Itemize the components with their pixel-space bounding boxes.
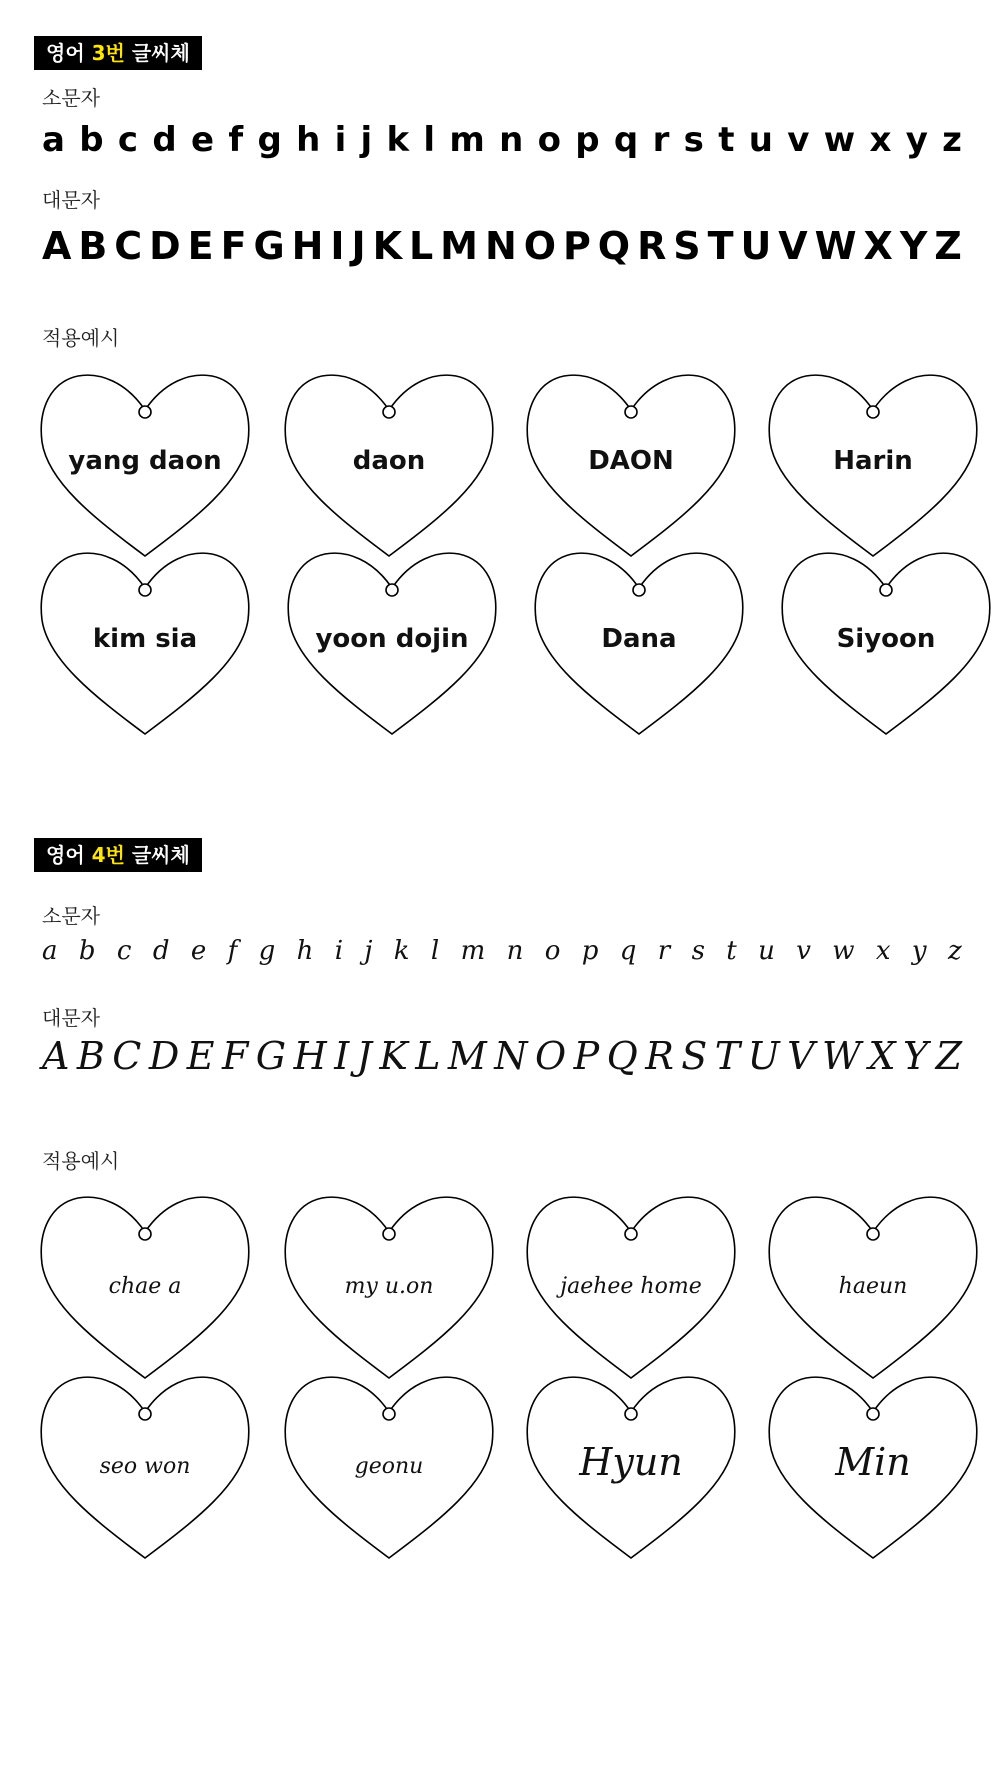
tag-name-text: haeun: [838, 1274, 908, 1299]
tag-name-text: Harin: [833, 446, 913, 476]
tag-name-text: my u.on: [344, 1274, 434, 1299]
section-3-uppercase-letter: D: [149, 224, 181, 268]
section-4-uppercase-letter: S: [681, 1034, 708, 1078]
tag-hole: [383, 406, 395, 418]
section-4-uppercase-letter: W: [821, 1034, 862, 1078]
section-4-uppercase-letter: Q: [606, 1034, 638, 1078]
section-3-badge-number: 3번: [91, 41, 125, 65]
section-4-uppercase-letter: A: [42, 1034, 70, 1078]
section-4-uppercase-letter: X: [868, 1034, 896, 1078]
section-3-uppercase-letter: Q: [597, 224, 631, 268]
section-4-lowercase-letter: h: [296, 936, 314, 966]
section-4-uppercase-letter: Y: [903, 1034, 929, 1078]
heart-tag: [287, 548, 497, 734]
tag-hole: [867, 406, 879, 418]
section-3-uppercase-letter: K: [372, 224, 403, 268]
section-3-lowercase-letter: v: [787, 120, 810, 160]
section-4-lowercase-letter: x: [875, 936, 891, 966]
section-4-lowercase-letter: a: [42, 936, 58, 966]
section-3-uppercase-letter: A: [42, 224, 72, 268]
tag-name-text: daon: [352, 446, 426, 476]
tag-hole: [625, 1408, 637, 1420]
section-3-uppercase-alphabet: [42, 218, 962, 268]
tag-name-text: seo won: [99, 1454, 191, 1479]
section-3-lowercase-letter: p: [575, 120, 600, 160]
section-4-uppercase-letter: B: [76, 1034, 105, 1078]
section-3-uppercase-letter: N: [484, 224, 517, 268]
section-4-uppercase-letter: C: [112, 1034, 142, 1078]
section-3-lowercase-letter: f: [228, 120, 244, 160]
heart-tag: [534, 548, 744, 734]
section-4-uppercase-label: 대문자: [42, 1006, 100, 1030]
section-3-lowercase-letter: k: [386, 120, 410, 160]
heart-tag: [284, 1192, 494, 1378]
section-3-lowercase-letter: d: [152, 120, 177, 160]
section-3-uppercase-label: 대문자: [42, 188, 100, 212]
section-4-lowercase-letter: c: [116, 936, 132, 966]
section-4-lowercase-letter: y: [911, 936, 927, 966]
section-3-uppercase-letter: S: [673, 224, 701, 268]
tag-hole: [625, 406, 637, 418]
section-3-lowercase-letter: y: [905, 120, 928, 160]
section-3-badge: [34, 36, 202, 70]
section-4-lowercase-letter: d: [152, 936, 170, 966]
section-3-uppercase-letter: Z: [934, 224, 962, 268]
section-3-lowercase-letter: g: [257, 120, 282, 160]
tag-name-text: DAON: [588, 446, 674, 476]
section-4-lowercase-letter: i: [334, 936, 344, 966]
section-4-uppercase-letter: U: [747, 1034, 780, 1078]
section-4-lowercase-letter: s: [691, 936, 705, 966]
tag-name-text: kim sia: [92, 624, 198, 654]
section-3-badge-prefix: 영어: [46, 41, 92, 65]
section-4-uppercase-letter: N: [494, 1034, 528, 1078]
heart-tag: [768, 1372, 978, 1558]
section-3-lowercase-letter: t: [718, 120, 735, 160]
heart-tag: [40, 1372, 250, 1558]
section-4-uppercase-letter: K: [379, 1034, 408, 1078]
section-4-example-label: 적용예시: [42, 1149, 120, 1173]
tag-name-text: Hyun: [579, 1440, 683, 1484]
section-4-uppercase-letter: I: [334, 1034, 350, 1078]
section-3-uppercase-letter: I: [330, 224, 345, 268]
section-3-lowercase-letter: o: [537, 120, 561, 160]
section-4-lowercase-letter: j: [364, 936, 373, 966]
section-4-lowercase-letter: v: [796, 936, 811, 966]
section-4-lowercase-letter: b: [78, 936, 96, 966]
section-3-uppercase-letter: H: [291, 224, 324, 268]
tag-hole: [867, 1408, 879, 1420]
tag-hole: [867, 1228, 879, 1240]
section-4-uppercase-letter: Z: [935, 1034, 962, 1078]
section-4-lowercase-letter: f: [227, 936, 238, 966]
section-3-uppercase-letter: G: [253, 224, 285, 268]
section-3-uppercase-letter: O: [523, 224, 557, 268]
section-4-lowercase-letter: r: [657, 936, 671, 966]
section-3-lowercase-letter: z: [942, 120, 962, 160]
section-4-lowercase-letter: q: [619, 936, 637, 966]
tag-hole: [383, 1408, 395, 1420]
section-3-uppercase-letter: U: [740, 224, 772, 268]
section-4-badge-suffix: 글씨체: [124, 843, 190, 867]
tag-hole: [139, 1408, 151, 1420]
section-3-lowercase-letter: l: [423, 120, 436, 160]
tag-hole: [383, 1228, 395, 1240]
heart-tag: [768, 1192, 978, 1378]
tag-hole: [139, 406, 151, 418]
section-4-lowercase-letter: g: [258, 936, 276, 966]
section-3-uppercase-letter: B: [78, 224, 108, 268]
tag-name-text: Siyoon: [836, 624, 936, 654]
heart-tag: [526, 1192, 736, 1378]
tag-hole: [633, 584, 645, 596]
section-3-lowercase-letter: i: [334, 120, 347, 160]
section-3-lowercase-alphabet: [42, 112, 962, 160]
heart-tag: [526, 1372, 736, 1558]
tag-hole: [880, 584, 892, 596]
tag-hole: [139, 1228, 151, 1240]
section-3-lowercase-letter: n: [499, 120, 524, 160]
section-4-uppercase-letter: M: [447, 1034, 487, 1078]
tag-name-text: yoon dojin: [315, 624, 469, 654]
section-4-lowercase-letter: n: [506, 936, 524, 966]
section-4-lowercase-letter: t: [726, 936, 737, 966]
section-4-badge: [34, 838, 202, 872]
heart-tag: [284, 370, 494, 556]
section-3-lowercase-letter: e: [190, 120, 215, 160]
heart-tag: [40, 1192, 250, 1378]
section-3-uppercase-letter: L: [409, 224, 434, 268]
section-4-uppercase-letter: E: [186, 1034, 215, 1078]
heart-tag: [284, 1372, 494, 1558]
section-3-lowercase-letter: c: [117, 120, 139, 160]
section-3-uppercase-letter: F: [220, 224, 247, 268]
heart-tag: [40, 370, 250, 556]
section-3-uppercase-letter: V: [778, 224, 808, 268]
tag-name-text: Dana: [601, 624, 677, 654]
tag-name-text: jaehee home: [560, 1274, 702, 1299]
section-4-uppercase-letter: R: [645, 1034, 674, 1078]
section-4-uppercase-letter: T: [714, 1034, 741, 1078]
section-4-uppercase-alphabet: [42, 1030, 962, 1078]
section-4-badge-number: 4번: [91, 843, 125, 867]
section-4-uppercase-letter: P: [573, 1034, 600, 1078]
tag-hole: [139, 584, 151, 596]
tag-hole: [386, 584, 398, 596]
section-3-lowercase-letter: j: [360, 120, 373, 160]
section-4-uppercase-letter: V: [787, 1034, 815, 1078]
section-3-uppercase-letter: J: [351, 224, 366, 268]
tag-name-text: yang daon: [68, 446, 222, 476]
heart-tag: [40, 548, 250, 734]
section-4-lowercase-letter: o: [544, 936, 561, 966]
section-3-lowercase-letter: x: [869, 120, 892, 160]
section-4-lowercase-letter: w: [832, 936, 855, 966]
section-3-example-label: 적용예시: [42, 326, 120, 350]
section-4-lowercase-letter: e: [190, 936, 207, 966]
section-3-badge-suffix: 글씨체: [124, 41, 190, 65]
section-3-lowercase-letter: u: [748, 120, 773, 160]
section-4-uppercase-letter: H: [293, 1034, 327, 1078]
section-4-lowercase-label: 소문자: [42, 904, 100, 928]
section-4-lowercase-letter: k: [393, 936, 410, 966]
section-4-lowercase-letter: p: [581, 936, 599, 966]
section-3-uppercase-letter: E: [187, 224, 214, 268]
section-3-uppercase-letter: Y: [899, 224, 928, 268]
section-4-lowercase-letter: m: [460, 936, 486, 966]
section-3-lowercase-letter: r: [652, 120, 670, 160]
section-3-uppercase-letter: T: [707, 224, 734, 268]
heart-tag: [781, 548, 991, 734]
section-4-uppercase-letter: O: [534, 1034, 567, 1078]
section-3-lowercase-letter: b: [79, 120, 104, 160]
section-4-badge-prefix: 영어: [46, 843, 92, 867]
tag-name-text: chae a: [108, 1274, 182, 1299]
section-3-uppercase-letter: W: [814, 224, 857, 268]
section-3-uppercase-letter: X: [863, 224, 893, 268]
section-3-uppercase-letter: R: [637, 224, 667, 268]
section-3-lowercase-letter: m: [449, 120, 485, 160]
section-3-lowercase-letter: q: [613, 120, 639, 160]
section-3-lowercase-letter: s: [683, 120, 704, 160]
tag-name-text: Min: [835, 1440, 911, 1484]
tag-hole: [625, 1228, 637, 1240]
section-4-lowercase-alphabet: [42, 926, 962, 966]
tag-name-text: geonu: [354, 1454, 424, 1479]
section-4-lowercase-letter: u: [758, 936, 775, 966]
section-3-lowercase-label: 소문자: [42, 86, 100, 110]
section-3-lowercase-letter: h: [296, 120, 321, 160]
section-3-uppercase-letter: C: [114, 224, 143, 268]
section-3-lowercase-letter: a: [42, 120, 65, 160]
section-3-uppercase-letter: P: [562, 224, 591, 268]
section-4-lowercase-letter: z: [947, 936, 962, 966]
section-4-lowercase-letter: l: [430, 936, 440, 966]
section-4-uppercase-letter: F: [221, 1034, 249, 1078]
section-4-uppercase-letter: G: [255, 1034, 287, 1078]
section-4-uppercase-letter: J: [356, 1034, 372, 1078]
section-4-uppercase-letter: L: [415, 1034, 441, 1078]
heart-tag: [526, 370, 736, 556]
section-3-uppercase-letter: M: [440, 224, 478, 268]
section-4-uppercase-letter: D: [148, 1034, 180, 1078]
heart-tag: [768, 370, 978, 556]
section-3-lowercase-letter: w: [823, 120, 856, 160]
